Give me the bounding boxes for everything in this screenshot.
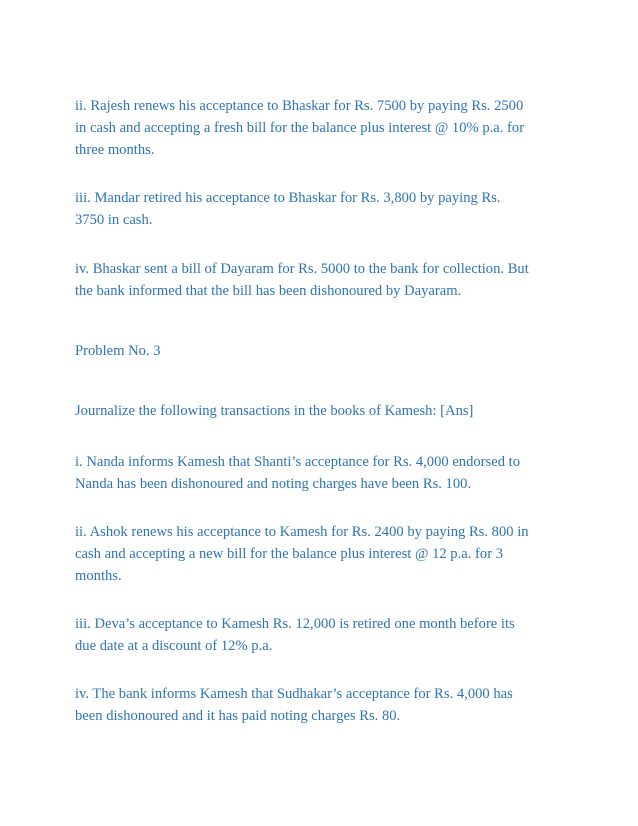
text-line: cash and accepting a new bill for the balance plus interest @ 12 p.a. for 3 xyxy=(75,546,503,562)
text-line: Nanda has been dishonoured and noting charges have been Rs. 100. xyxy=(75,476,472,492)
paragraph-mandar-retired xyxy=(75,187,575,231)
text-line: 3750 in cash. xyxy=(75,212,153,228)
text-line: due date at a discount of 12% p.a. xyxy=(75,638,273,654)
journalize-instruction xyxy=(75,400,575,422)
text-line: ii. Rajesh renews his acceptance to Bhaskar for Rs. 7500 by paying Rs. 2500 xyxy=(75,98,524,114)
paragraph-ashok-renewal xyxy=(75,521,575,587)
text-line: Journalize the following transactions in the books of Kamesh: [Ans] xyxy=(75,403,474,419)
text-line: months. xyxy=(75,568,122,584)
paragraph-bank-informs xyxy=(75,683,575,727)
text-line: Problem No. 3 xyxy=(75,343,161,359)
paragraph-bhaskar-bill xyxy=(75,258,575,302)
paragraph-rajesh-renewal xyxy=(75,95,575,161)
paragraph-deva-retired xyxy=(75,613,575,657)
text-line: ii. Ashok renews his acceptance to Kamesh for Rs. 2400 by paying Rs. 800 in xyxy=(75,524,529,540)
text-line: iii. Deva’s acceptance to Kamesh Rs. 12,000 is retired one month before its xyxy=(75,616,515,632)
text-line: been dishonoured and it has paid noting charges Rs. 80. xyxy=(75,708,401,724)
text-line: the bank informed that the bill has been dishonoured by Dayaram. xyxy=(75,283,462,299)
text-line: i. Nanda informs Kamesh that Shanti’s acceptance for Rs. 4,000 endorsed to xyxy=(75,454,520,470)
text-line: iii. Mandar retired his acceptance to Bhaskar for Rs. 3,800 by paying Rs. xyxy=(75,190,501,206)
text-line: three months. xyxy=(75,142,155,158)
problem-heading xyxy=(75,340,575,362)
text-line: iv. The bank informs Kamesh that Sudhakar’s acceptance for Rs. 4,000 has xyxy=(75,686,513,702)
paragraph-nanda-informs xyxy=(75,451,575,495)
text-line: in cash and accepting a fresh bill for the balance plus interest @ 10% p.a. for xyxy=(75,120,525,136)
text-line: iv. Bhaskar sent a bill of Dayaram for Rs. 5000 to the bank for collection. But xyxy=(75,261,529,277)
